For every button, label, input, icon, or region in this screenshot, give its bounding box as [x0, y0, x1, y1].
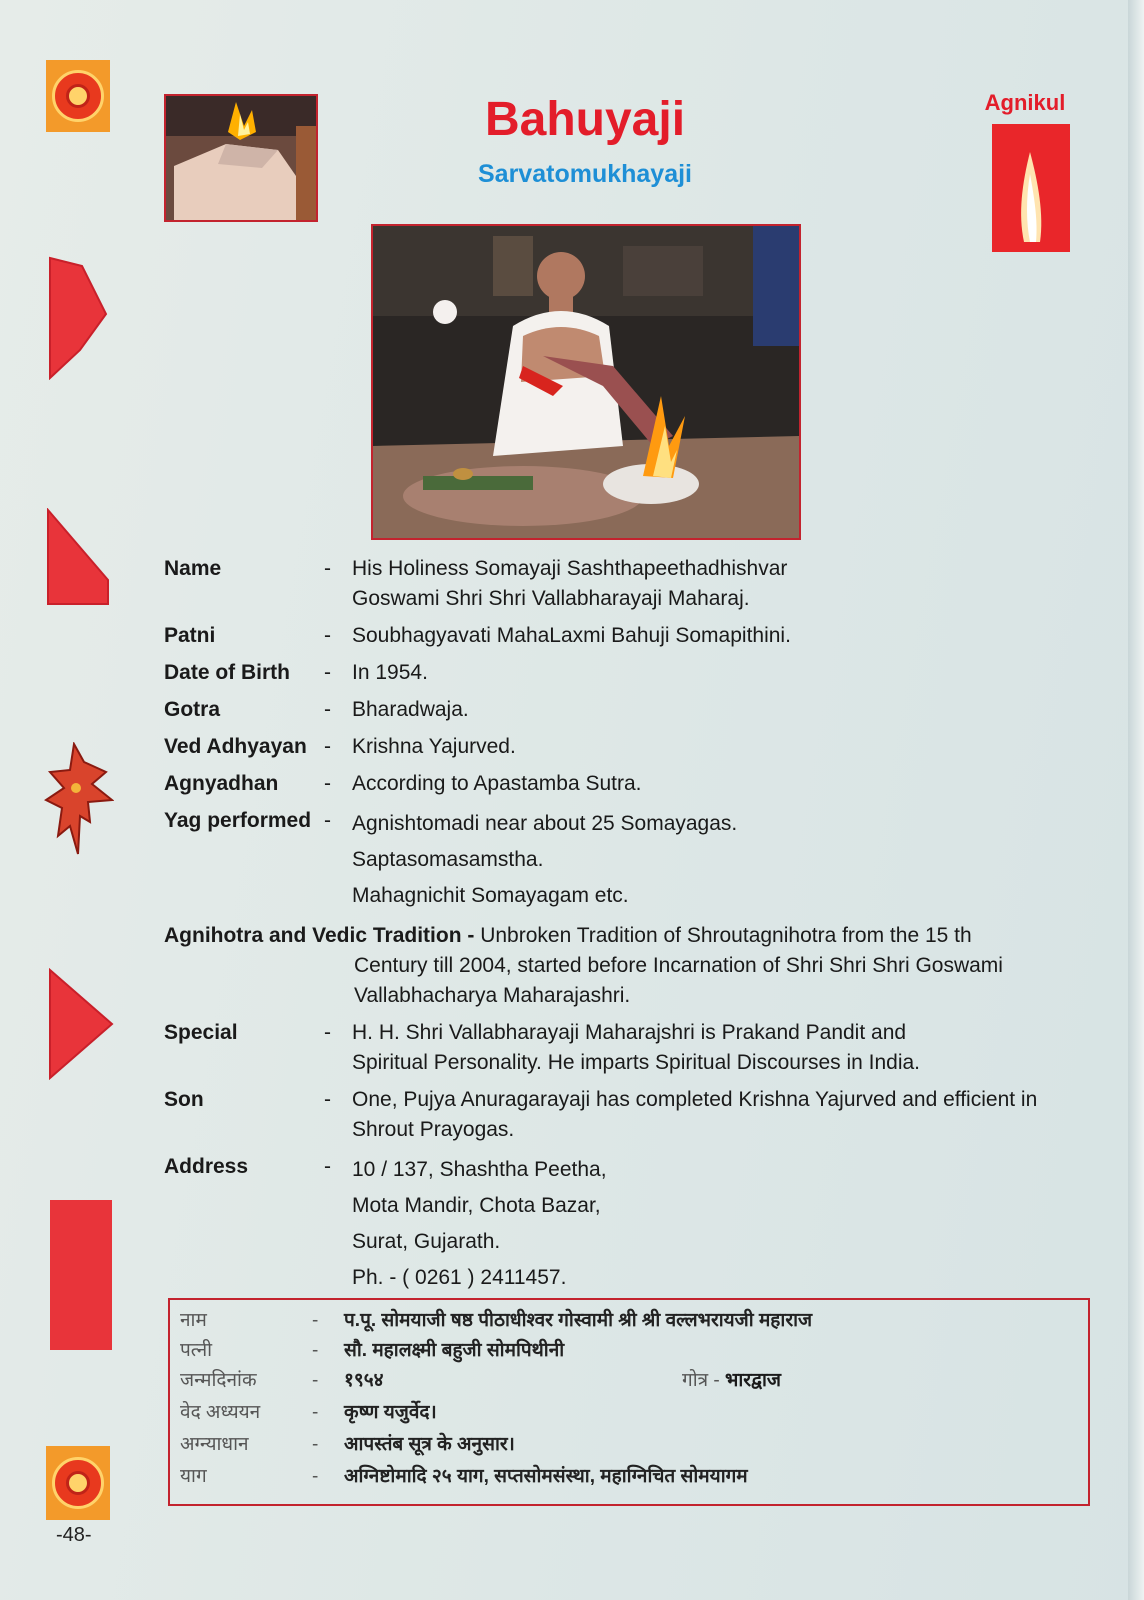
detail-row-agnihotra: [164, 921, 1094, 1011]
detail-row-name: Name - His Holiness Somayaji Sashthapeethadhishvar Goswami Shri Shri Vallabharayaji Maharaj.: [164, 554, 1094, 614]
hindi-gotra: [682, 1366, 781, 1396]
detail-row-special: Special - H. H. Shri Vallabharayaji Maharajshri is Prakand Pandit and Spiritual Personality. He imparts Spiritual Discourses in India.: [164, 1018, 1094, 1078]
red-pentagon-ornament: [48, 256, 108, 380]
detail-label: Ved Adhyayan: [164, 735, 307, 758]
hindi-value: कृष्ण यजुर्वेद।: [344, 1402, 437, 1423]
detail-row-son: Son - One, Pujya Anuragarayaji has completed Krishna Yajurved and efficient in Shrout Prayogas.: [164, 1085, 1094, 1145]
detail-row-address: Address - 10 / 137, Shashtha Peetha, Mota Mandir, Chota Bazar, Surat, Gujarath. Ph. - ( 0261 ) 2411457.: [164, 1152, 1094, 1296]
flame-icon: [992, 124, 1070, 252]
hindi-row: जन्मदिनांक - १९५४: [180, 1366, 384, 1396]
red-bar-ornament: [50, 1200, 112, 1350]
detail-value: Krishna Yajurved.: [352, 735, 516, 758]
detail-value: Agnishtomadi near about 25 Somayagas.: [352, 812, 738, 835]
detail-label: Yag performed: [164, 809, 312, 832]
hindi-row: नाम - प.पू. सोमयाजी षष्ठ पीठाधीश्वर गोस्वामी श्री श्री वल्लभरायजी महाराज: [180, 1306, 812, 1336]
detail-value: Surat, Gujarath.: [352, 1230, 501, 1253]
detail-row-dob: Date of Birth - In 1954.: [164, 658, 1094, 688]
detail-value: Vallabhacharya Maharajashri.: [354, 984, 631, 1007]
hindi-value: भारद्वाज: [725, 1370, 781, 1391]
hindi-label: जन्मदिनांक: [180, 1370, 257, 1391]
detail-row-patni: Patni - Soubhagyavati MahaLaxmi Bahuji Somapithini.: [164, 621, 1094, 651]
hindi-value: अग्निष्टोमादि २५ याग, सप्तसोमसंस्था, महाग्निचित सोमयागम: [344, 1466, 748, 1487]
detail-value: Mota Mandir, Chota Bazar,: [352, 1194, 601, 1217]
hindi-value: प.पू. सोमयाजी षष्ठ पीठाधीश्वर गोस्वामी श्री श्री वल्लभरायजी महाराज: [344, 1310, 813, 1331]
detail-label: Gotra: [164, 698, 221, 721]
detail-label: Date of Birth: [164, 661, 290, 684]
hindi-summary-box: [168, 1298, 1090, 1506]
detail-value: Unbroken Tradition of Shroutagnihotra from the 15 th: [480, 924, 972, 947]
detail-value: 10 / 137, Shashtha Peetha,: [352, 1158, 607, 1181]
detail-value: Spiritual Personality. He imparts Spiritual Discourses in India.: [352, 1051, 921, 1074]
flame-emblem: [992, 124, 1070, 252]
detail-label: Name: [164, 557, 222, 580]
red-wedge-ornament: [46, 508, 110, 606]
detail-value: Goswami Shri Shri Vallabharayaji Maharaj.: [352, 587, 750, 610]
hindi-label: याग: [180, 1466, 207, 1487]
hindi-value: १९५४: [344, 1370, 384, 1391]
hindi-label: पत्नी: [180, 1340, 213, 1361]
detail-value: Ph. - ( 0261 ) 2411457.: [352, 1266, 567, 1289]
hindi-label: अग्न्याधान: [180, 1434, 249, 1455]
detail-label: Son: [164, 1088, 204, 1111]
detail-label: Address: [164, 1155, 249, 1178]
rosette-ornament-bottom: [46, 1446, 110, 1520]
detail-row-ved-adhyayan: Ved Adhyayan - Krishna Yajurved.: [164, 732, 1094, 762]
eagle-ornament-icon: [44, 742, 114, 858]
fire-altar-thumbnail: [164, 94, 318, 222]
hindi-row: अग्न्याधान - आपस्तंब सूत्र के अनुसार।: [180, 1430, 515, 1460]
page-title: Bahuyaji: [484, 93, 686, 146]
detail-value: H. H. Shri Vallabharayaji Maharajshri is Prakand Pandit and: [352, 1021, 907, 1044]
detail-label: Agnyadhan: [164, 772, 279, 795]
red-triangle-ornament: [48, 968, 114, 1080]
detail-row-agnyadhan: Agnyadhan - According to Apastamba Sutra.: [164, 769, 1094, 799]
biography-details: [164, 554, 1094, 1303]
detail-value: Mahagnichit Somayagam etc.: [352, 884, 629, 907]
hindi-label: वेद अध्ययन: [180, 1402, 261, 1423]
detail-row-gotra: Gotra - Bharadwaja.: [164, 695, 1094, 725]
hindi-row: याग - अग्निष्टोमादि २५ याग, सप्तसोमसंस्था, महाग्निचित सोमयागम: [180, 1462, 748, 1492]
detail-value: In 1954.: [352, 661, 428, 684]
ritual-photo: [371, 224, 801, 540]
page-number: -48-: [56, 1524, 92, 1546]
detail-label: Agnihotra and Vedic Tradition -: [164, 924, 475, 947]
page-spine: [1128, 0, 1144, 1600]
detail-row-yag: Yag performed - Agnishtomadi near about 25 Somayagas. Saptasomasamstha. Mahagnichit Somayagam etc.: [164, 806, 1094, 914]
detail-value: Bharadwaja.: [352, 698, 469, 721]
detail-label: Special: [164, 1021, 238, 1044]
detail-value: Saptasomasamstha.: [352, 848, 544, 871]
hindi-value: आपस्तंब सूत्र के अनुसार।: [344, 1434, 515, 1455]
detail-label: Patni: [164, 624, 216, 647]
detail-value: Soubhagyavati MahaLaxmi Bahuji Somapithini.: [352, 624, 791, 647]
detail-value: One, Pujya Anuragarayaji has completed Krishna Yajurved and efficient in: [352, 1088, 1038, 1111]
hindi-row: पत्नी - सौ. महालक्ष्मी बहुजी सोमपिथीनी: [180, 1336, 564, 1366]
detail-value: Century till 2004, started before Incarnation of Shri Shri Shri Goswami: [354, 954, 1003, 977]
hindi-label: नाम: [180, 1310, 207, 1331]
detail-value: His Holiness Somayaji Sashthapeethadhishvar: [352, 557, 788, 580]
page-subtitle: Sarvatomukhayaji: [478, 160, 692, 188]
detail-value: According to Apastamba Sutra.: [352, 772, 642, 795]
category-label: Agnikul: [984, 90, 1066, 115]
hindi-value: सौ. महालक्ष्मी बहुजी सोमपिथीनी: [344, 1340, 565, 1361]
hindi-label: गोत्र -: [682, 1370, 720, 1391]
detail-value: Shrout Prayogas.: [352, 1118, 515, 1141]
rosette-ornament-top: [46, 60, 110, 132]
hindi-row: वेद अध्ययन - कृष्ण यजुर्वेद।: [180, 1398, 437, 1428]
